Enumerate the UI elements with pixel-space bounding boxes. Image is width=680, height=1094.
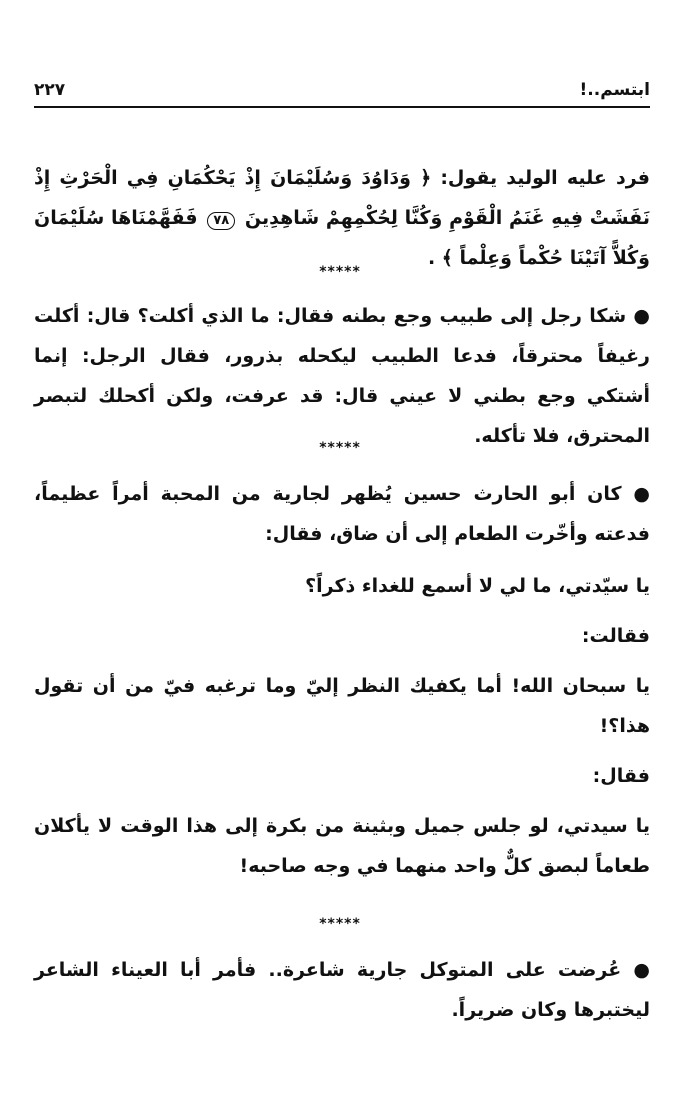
- header-divider: [34, 106, 650, 108]
- page-header: [34, 78, 650, 104]
- ayah-number-marker: ٧٨: [207, 212, 235, 230]
- quran-verse-end: فَفَهَّمْنَاهَا سُلَيْمَانَ وَكُلاًّ آتَيْنَا حُكْماً وَعِلْماً ﴾ .: [34, 207, 650, 269]
- section-separator: *****: [319, 440, 361, 456]
- paragraph-abu-harith: ● كان أبو الحارث حسين يُظهر لجارية من المحبة أمراً عظيماً، فدعته وأخّرت الطعام إلى أن ضاق، فقال:: [34, 483, 650, 545]
- dialogue-speaker: فقال:: [592, 765, 650, 787]
- quran-verse: ﴿ وَدَاوُدَ وَسُلَيْمَانَ إِذْ يَحْكُمَانِ فِي الْحَرْثِ إِذْ نَفَشَتْ فِيهِ غَنَمُ الْقَوْمِ وَكُنَّا لِحُكْمِهِمْ شَاهِدِينَ: [34, 167, 650, 229]
- running-title: ابتسم..!: [579, 80, 650, 100]
- paragraph-doctor-joke: ● شكا رجل إلى طبيب وجع بطنه فقال: ما الذي أكلت؟ قال: أكلت رغيفاً محترقاً، فدعا الطبيب ليكحله بذرور، فقال الرجل: إنما أشتكي وجع بطني لا عيني قال: قد عرفت، ولكن أكحلك لتبصر المحترق، فلا تأكله.: [34, 305, 650, 447]
- page-number: ٢٢٧: [34, 80, 66, 100]
- dialogue-line: يا سبحان الله! أما يكفيك النظر إليّ وما ترغبه فيّ من أن تقول هذا؟!: [34, 675, 650, 737]
- dialogue-line: يا سيدتي، لو جلس جميل وبثينة من بكرة إلى هذا الوقت لا يأكلان طعاماً لبصق كلٌّ واحد منهما في وجه صاحبه!: [34, 815, 650, 877]
- dialogue-speaker: فقالت:: [581, 625, 650, 647]
- verse-intro: فرد عليه الوليد يقول:: [431, 167, 650, 189]
- paragraph-quran-verse: [34, 158, 650, 278]
- paragraph-mutawakkil: ● عُرضت على المتوكل جارية شاعرة.. فأمر أبا العيناء الشاعر ليختبرها وكان ضريراً.: [34, 959, 650, 1021]
- section-separator: *****: [319, 916, 361, 932]
- section-separator: *****: [319, 264, 361, 280]
- dialogue-line: يا سيّدتي، ما لي لا أسمع للغداء ذكراً؟: [305, 575, 650, 597]
